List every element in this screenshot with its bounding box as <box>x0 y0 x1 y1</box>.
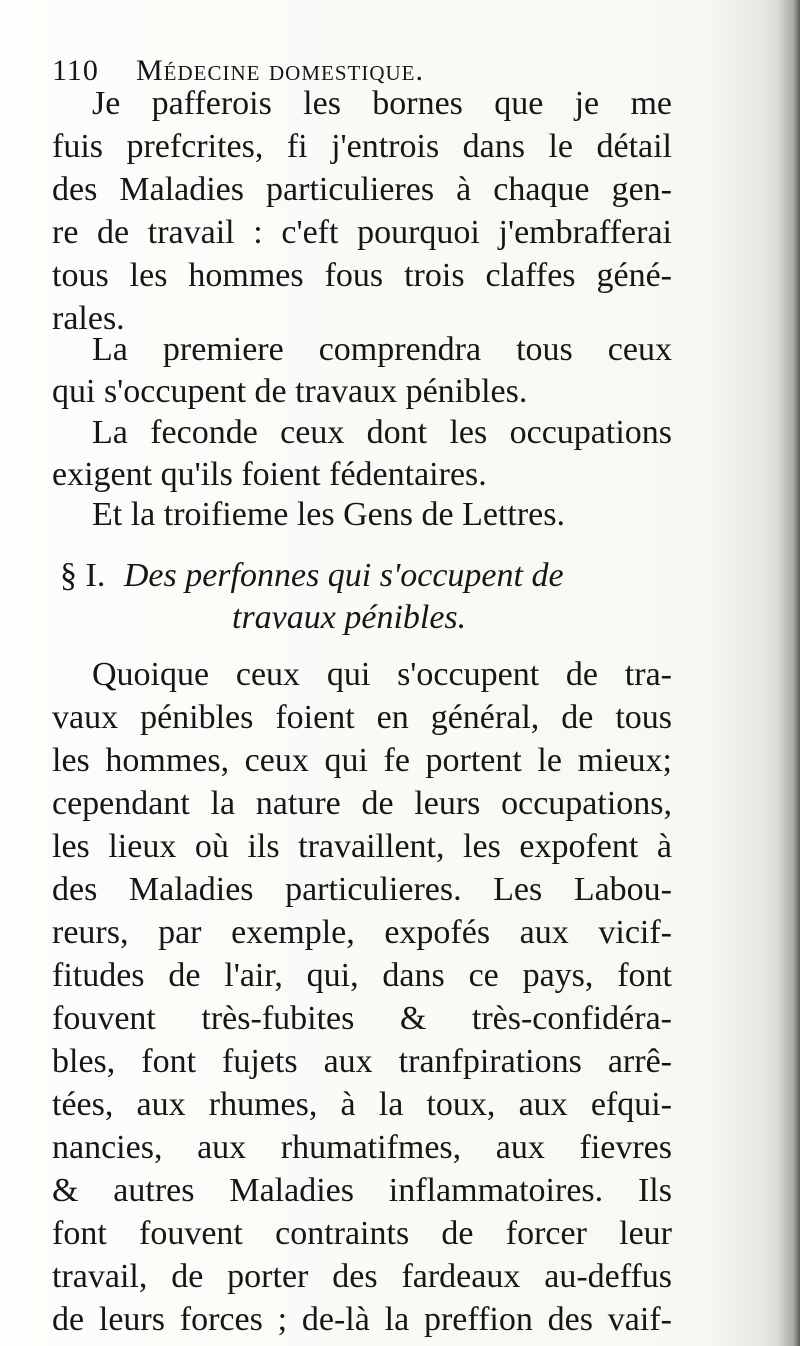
text-line: tées, aux rhumes, à la toux, aux efqui- <box>52 1086 672 1123</box>
text-line: nancies, aux rhumatifmes, aux fievres <box>52 1129 672 1166</box>
text-line: travail, de porter des fardeaux au-deffus <box>52 1258 672 1295</box>
section-title-line1: Des perfonnes qui s'occupent de <box>123 557 564 594</box>
section-heading <box>60 555 680 597</box>
page-number: 110 <box>52 54 99 87</box>
text-line: les lieux où ils travaillent, les expofent à <box>52 828 672 865</box>
page-edge-shadow <box>778 0 800 1346</box>
text-line: vaux pénibles foient en général, de tous <box>52 699 672 736</box>
text-line: & autres Maladies inflammatoires. Ils <box>52 1172 672 1209</box>
text-line: rales. <box>52 300 125 337</box>
text-line: La premiere comprendra tous ceux <box>92 331 672 368</box>
text-line: re de travail : c'eft pourquoi j'embrafferai <box>52 214 672 251</box>
text-line: fouvent très-fubites & très-confidéra- <box>52 1000 672 1037</box>
section-number: § I. <box>60 557 106 594</box>
text-line: des Maladies particulieres. Les Labou- <box>52 871 672 908</box>
text-line: reurs, par exemple, expofés aux vicif- <box>52 914 672 951</box>
text-line: Quoique ceux qui s'occupent de tra- <box>92 656 672 693</box>
text-line: de leurs forces ; de-là la preffion des vaif- <box>52 1301 672 1338</box>
text-line: Je pafferois les bornes que je me <box>92 85 672 122</box>
text-line: tous les hommes fous trois claffes géné- <box>52 257 672 294</box>
text-line: cependant la nature de leurs occupations, <box>52 785 672 822</box>
text-line: font fouvent contraints de forcer leur <box>52 1215 672 1252</box>
section-title-line2: travaux pénibles. <box>232 599 467 636</box>
text-line: les hommes, ceux qui fe portent le mieux; <box>52 742 672 779</box>
running-title: Médecine domestique. <box>136 54 424 87</box>
text-line: fitudes de l'air, qui, dans ce pays, font <box>52 957 672 994</box>
text-line: exigent qu'ils foient fédentaires. <box>52 456 487 493</box>
text-line: La feconde ceux dont les occupations <box>92 414 672 451</box>
text-line: qui s'occupent de travaux pénibles. <box>52 373 528 410</box>
text-line: Et la troifieme les Gens de Lettres. <box>92 496 565 533</box>
text-line: fuis prefcrites, fi j'entrois dans le détail <box>52 128 672 165</box>
text-line: des Maladies particulieres à chaque gen- <box>52 171 672 208</box>
text-line: bles, font fujets aux tranfpirations arrê- <box>52 1043 672 1080</box>
